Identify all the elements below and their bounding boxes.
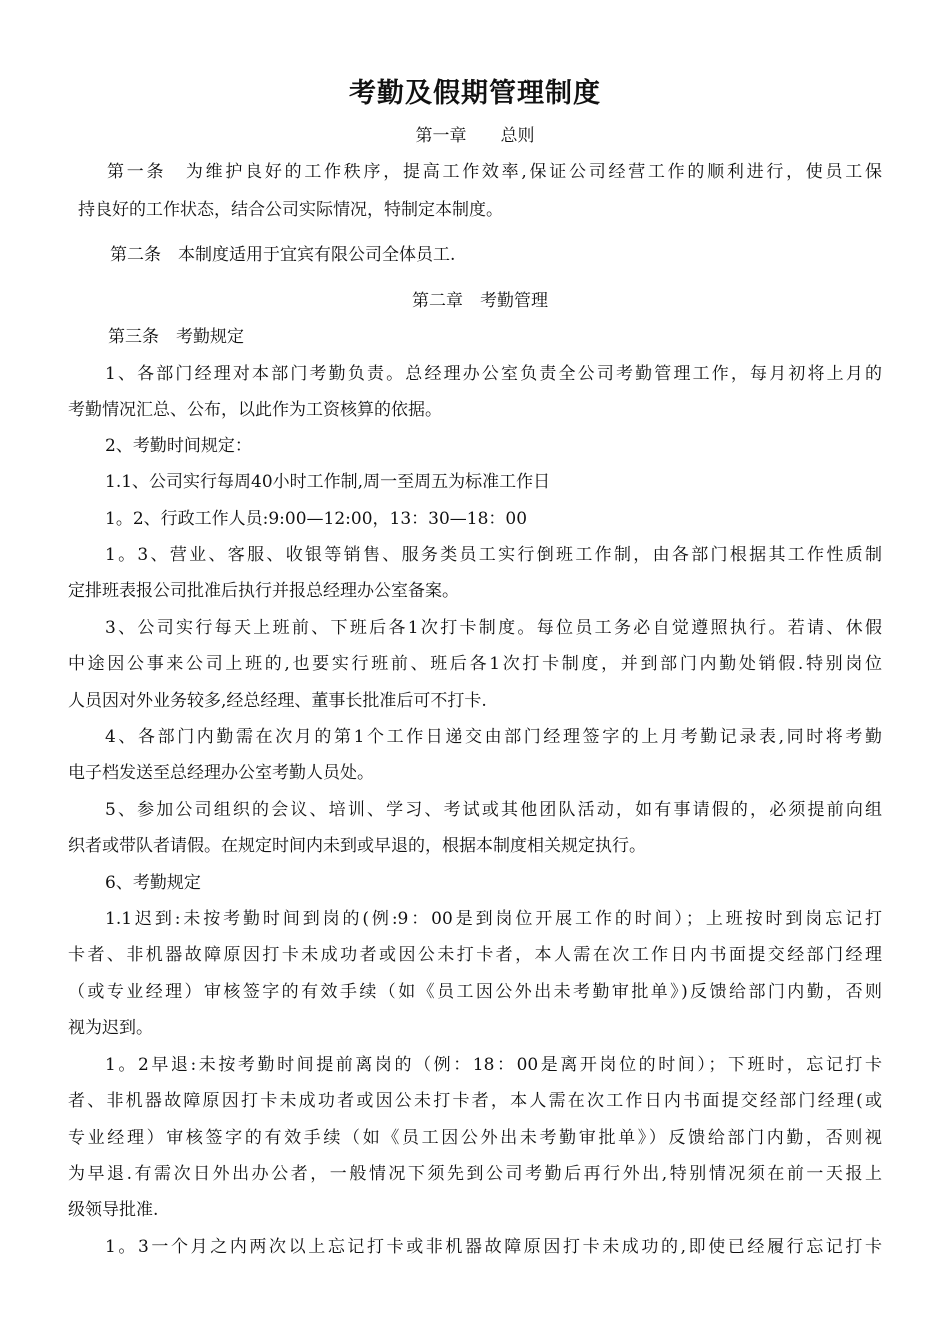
chapter-2-title: 第二章 考勤管理 — [412, 291, 548, 311]
paragraph-1-line-2: 考勤情况汇总、公布，以此作为工资核算的依据。 — [68, 400, 442, 420]
paragraph-6-1-line-1: 1.1迟到:未按考勤时间到岗的(例:9：00是到岗位开展工作的时间）；上班按时到岗忘记打 — [105, 909, 882, 929]
article-1-line-2: 持良好的工作状态，结合公司实际情况，特制定本制度。 — [78, 200, 503, 220]
paragraph-6-2-line-4: 为早退.有需次日外出办公者，一般情况下须先到公司考勤后再行外出,特别情况须在前一天报上 — [68, 1164, 882, 1184]
article-1-line-1: 第一条 为维护良好的工作秩序，提高工作效率,保证公司经营工作的顺利进行，使员工保 — [107, 162, 882, 182]
paragraph-3-line-2: 中途因公事来公司上班的,也要实行班前、班后各1次打卡制度，并到部门内勤处销假.特别岗位 — [68, 654, 882, 674]
paragraph-6-2-line-3: 专业经理）审核签字的有效手续（如《员工因公外出未考勤审批单》）反馈给部门内勤，否则视 — [68, 1128, 882, 1148]
paragraph-5-line-1: 5、参加公司组织的会议、培训、学习、考试或其他团队活动，如有事请假的，必须提前向组 — [105, 800, 882, 820]
paragraph-1-line-1: 1、各部门经理对本部门考勤负责。总经理办公室负责全公司考勤管理工作，每月初将上月的 — [105, 364, 882, 384]
paragraph-2: 2、考勤时间规定： — [105, 436, 252, 456]
document-title: 考勤及假期管理制度 — [349, 78, 601, 109]
paragraph-6-3-line-1: 1。3一个月之内两次以上忘记打卡或非机器故障原因打卡未成功的,即使已经履行忘记打卡 — [105, 1237, 882, 1257]
article-3-title: 第三条 考勤规定 — [108, 327, 244, 347]
paragraph-5-line-2: 织者或带队者请假。在规定时间内未到或早退的，根据本制度相关规定执行。 — [68, 836, 646, 856]
paragraph-2-1: 1.1、公司实行每周40小时工作制,周一至周五为标准工作日 — [105, 472, 551, 492]
paragraph-2-3-line-1: 1。3、营业、客服、收银等销售、服务类员工实行倒班工作制，由各部门根据其工作性质制 — [105, 545, 882, 565]
paragraph-6-2-line-5: 级领导批准. — [68, 1200, 159, 1220]
paragraph-6-1-line-3: （或专业经理）审核签字的有效手续（如《员工因公外出未考勤审批单》)反馈给部门内勤，否则 — [68, 982, 882, 1002]
paragraph-6-2-line-1: 1。2早退:未按考勤时间提前离岗的（例：18：00是离开岗位的时间）；下班时，忘记打卡 — [105, 1055, 882, 1075]
paragraph-3-line-3: 人员因对外业务较多,经总经理、董事长批准后可不打卡. — [68, 691, 487, 711]
article-2: 第二条 本制度适用于宜宾有限公司全体员工. — [110, 245, 456, 265]
paragraph-3-line-1: 3、公司实行每天上班前、下班后各1次打卡制度。每位员工务必自觉遵照执行。若请、休假 — [105, 618, 882, 638]
paragraph-2-3-line-2: 定排班表报公司批准后执行并报总经理办公室备案。 — [68, 581, 459, 601]
paragraph-2-2: 1。2、行政工作人员:9:00—12:00，13：30—18：00 — [105, 509, 528, 529]
chapter-1-title: 第一章 总则 — [415, 126, 535, 146]
paragraph-6-1-line-2: 卡者、非机器故障原因打卡未成功者或因公未打卡者，本人需在次工作日内书面提交经部门经理 — [68, 945, 882, 965]
paragraph-4-line-1: 4、各部门内勤需在次月的第1个工作日递交由部门经理签字的上月考勤记录表,同时将考勤 — [105, 727, 882, 747]
paragraph-4-line-2: 电子档发送至总经理办公室考勤人员处。 — [68, 763, 374, 783]
paragraph-6-2-line-2: 者、非机器故障原因打卡未成功者或因公未打卡者，本人需在次工作日内书面提交经部门经理(或 — [68, 1091, 882, 1111]
paragraph-6: 6、考勤规定 — [105, 873, 201, 893]
paragraph-6-1-line-4: 视为迟到。 — [68, 1018, 153, 1038]
